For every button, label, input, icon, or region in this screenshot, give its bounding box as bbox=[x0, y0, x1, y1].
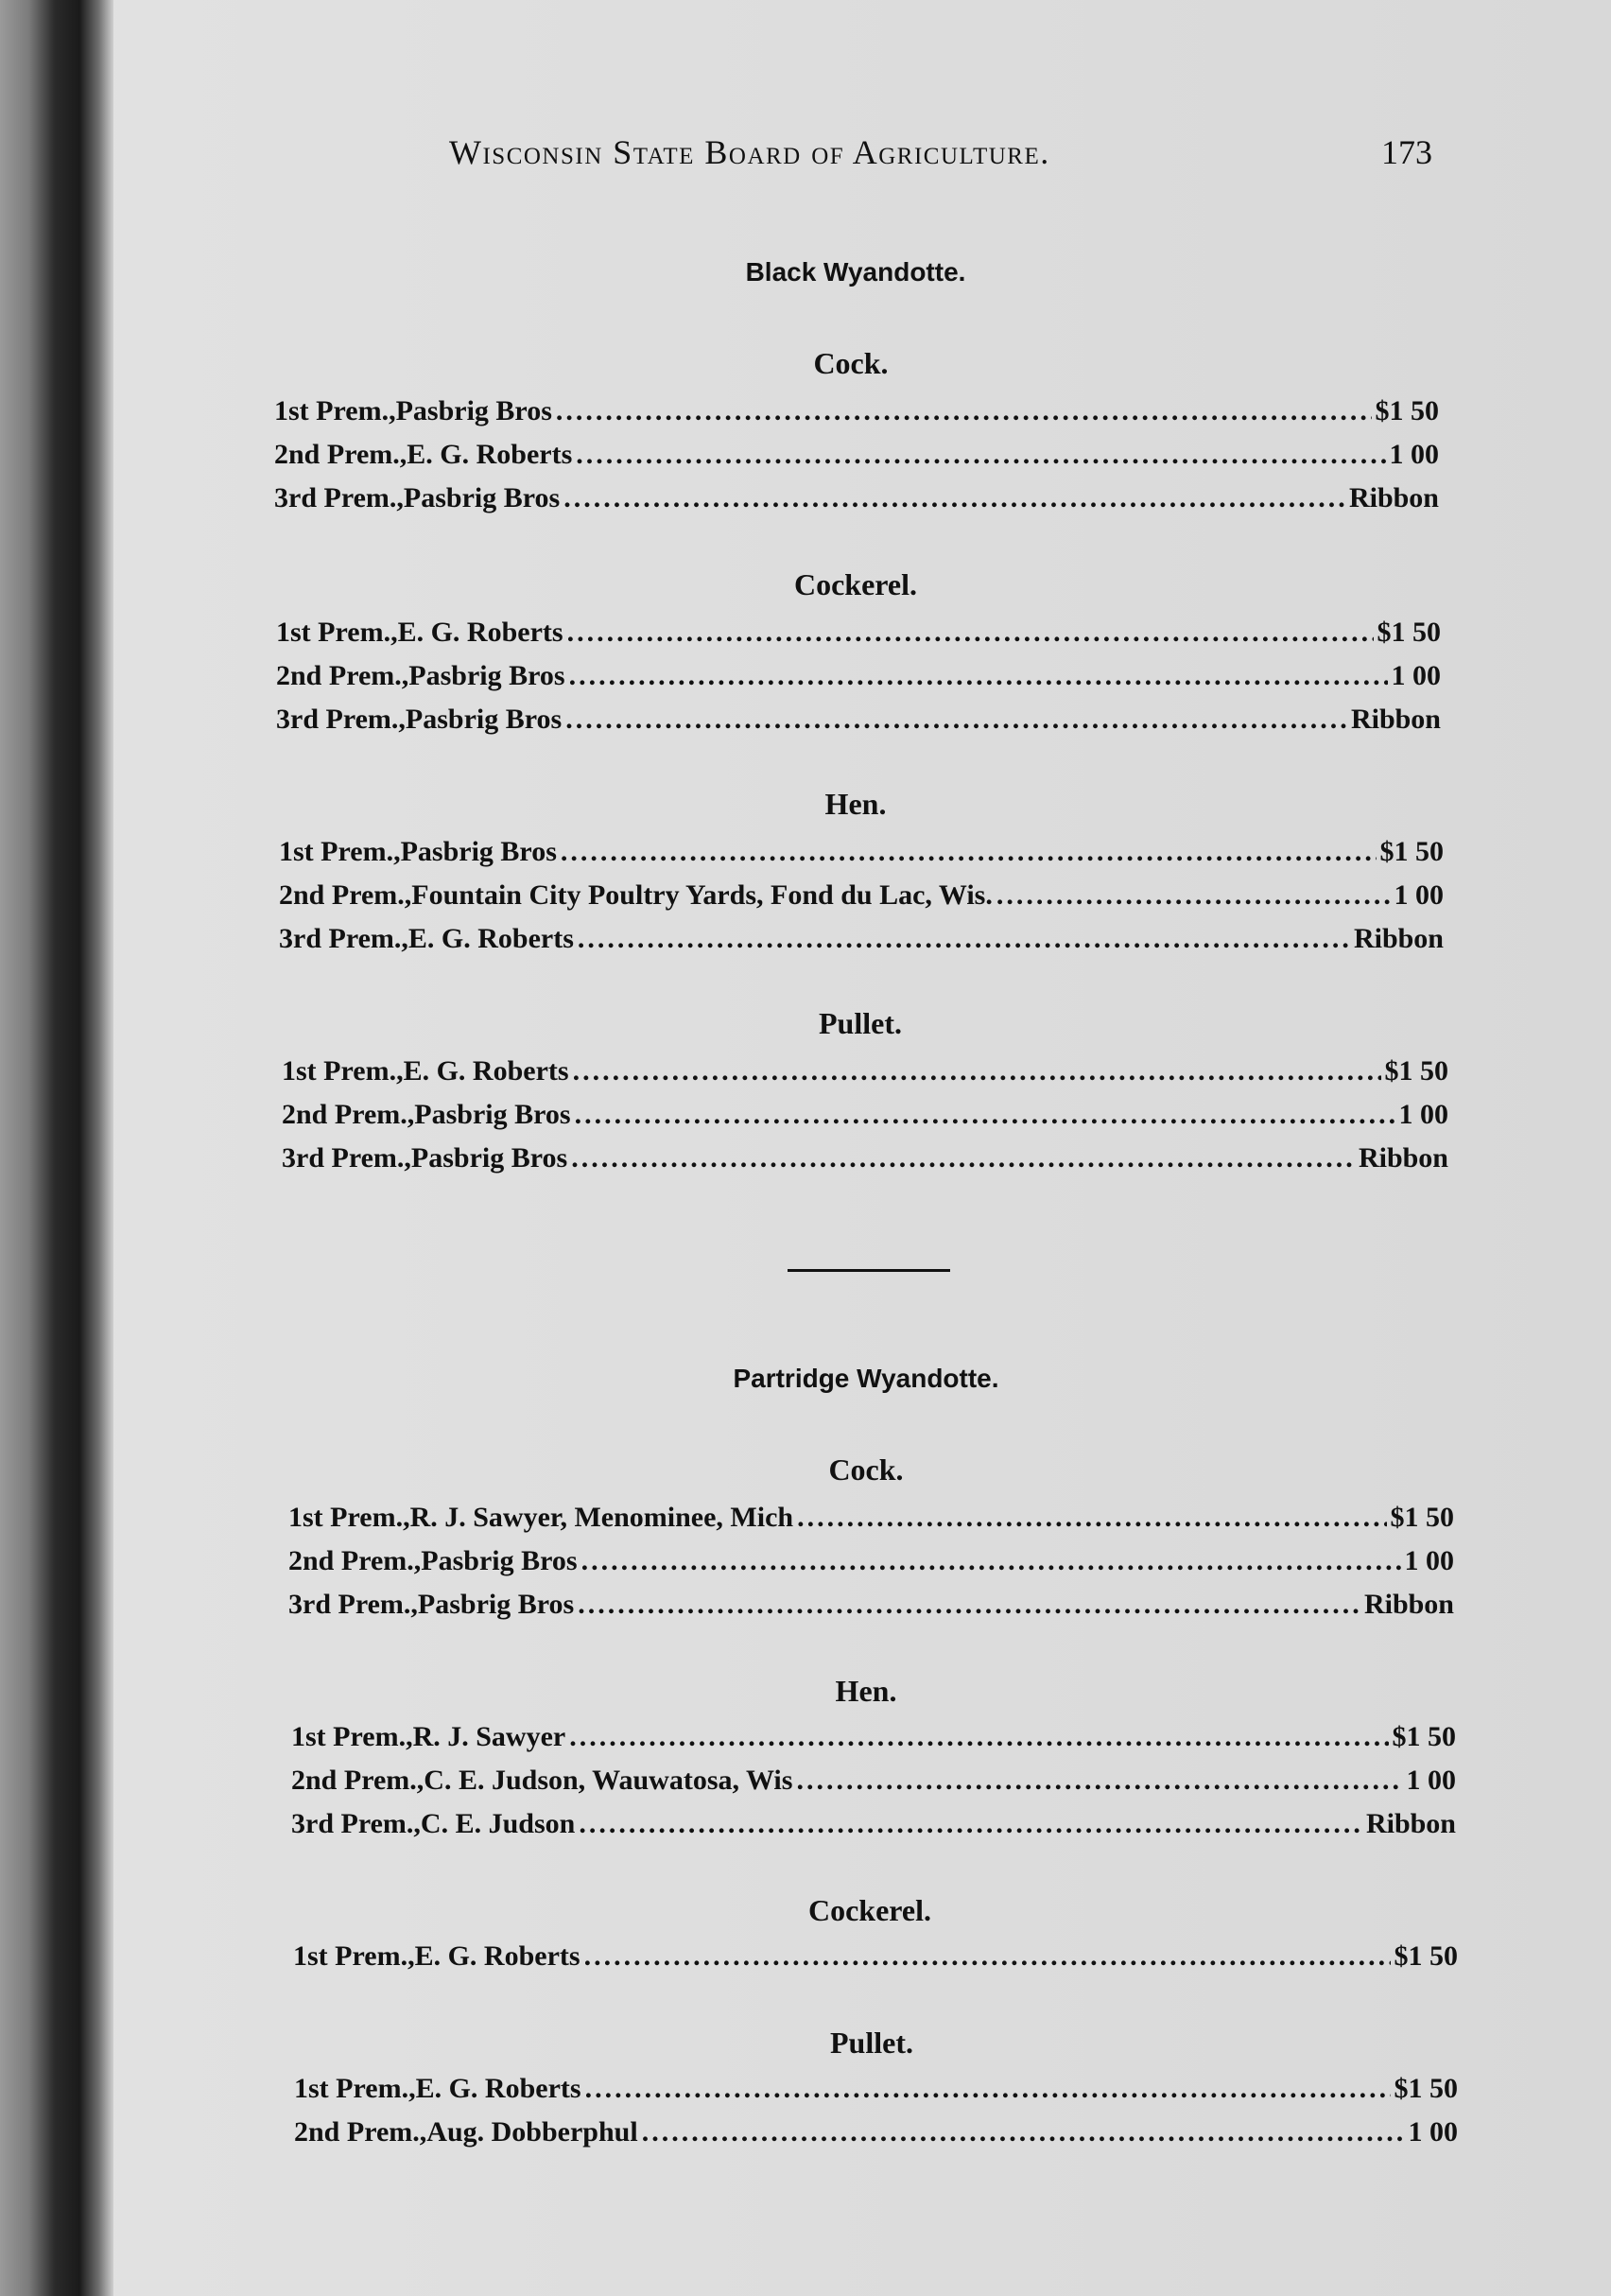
running-head bbox=[449, 132, 1432, 189]
leader-dots bbox=[579, 1808, 1362, 1840]
entry-amount: Ribbon bbox=[1365, 1808, 1456, 1839]
entry-amount: 1 00 bbox=[1394, 879, 1444, 911]
group-title-hen: Hen. bbox=[835, 1674, 897, 1708]
leader-dots bbox=[561, 836, 1377, 868]
leader-dots bbox=[578, 1589, 1360, 1621]
entry-winner: Pasbrig Bros bbox=[405, 704, 563, 735]
entry-winner: Pasbrig Bros bbox=[417, 1589, 575, 1620]
entry-amount: 1 00 bbox=[1404, 1545, 1454, 1576]
premium-entry: 2nd Prem. , Aug. Dobberphul ..... 1 00 bbox=[294, 2116, 1458, 2154]
entry-place: 1st Prem. bbox=[288, 1502, 404, 1533]
entry-amount: $1 50 bbox=[1377, 617, 1441, 648]
premium-entry: 1st Prem. , R. J. Sawyer ..... $1 50 bbox=[291, 1721, 1456, 1759]
leader-dots bbox=[569, 660, 1388, 692]
entry-place: 2nd Prem. bbox=[282, 1099, 407, 1130]
entry-place: 2nd Prem. bbox=[288, 1545, 414, 1576]
section-title-black-wyandotte: Black Wyandotte. bbox=[745, 257, 966, 287]
premium-entry: 3rd Prem. , E. G. Roberts ..... Ribbon bbox=[279, 923, 1444, 961]
entry-place: 3rd Prem. bbox=[291, 1808, 414, 1839]
premium-entry: 2nd Prem. , Pasbrig Bros ..... 1 00 bbox=[288, 1545, 1454, 1583]
entry-place: 2nd Prem. bbox=[279, 879, 405, 911]
entry-place: 2nd Prem. bbox=[276, 660, 402, 691]
leader-dots bbox=[565, 704, 1347, 736]
entry-amount: Ribbon bbox=[1363, 1589, 1454, 1620]
leader-dots bbox=[569, 1721, 1388, 1753]
entry-place: 1st Prem. bbox=[293, 1940, 408, 1972]
entry-winner: R. J. Sawyer bbox=[412, 1721, 566, 1752]
premium-entry: 1st Prem. , E. G. Roberts ..... $1 50 bbox=[276, 617, 1441, 654]
entry-amount: $1 50 bbox=[1390, 1502, 1454, 1533]
book-gutter-shadow bbox=[0, 0, 113, 2296]
entry-winner: C. E. Judson, Wauwatosa, Wis bbox=[424, 1765, 793, 1796]
leader-dots bbox=[576, 439, 1385, 471]
entry-place: 1st Prem. bbox=[291, 1721, 407, 1752]
page-number: 173 bbox=[1381, 133, 1432, 171]
leader-dots bbox=[571, 1142, 1355, 1174]
entry-amount: 1 00 bbox=[1391, 660, 1441, 691]
group-title-cockerel: Cockerel. bbox=[807, 1893, 932, 1927]
entry-place: 2nd Prem. bbox=[294, 2116, 420, 2148]
premium-entry: 1st Prem. , E. G. Roberts ..... $1 50 bbox=[293, 1940, 1458, 1978]
entry-place: 3rd Prem. bbox=[274, 482, 397, 513]
entry-place: 3rd Prem. bbox=[288, 1589, 411, 1620]
leader-dots bbox=[996, 879, 1391, 912]
entry-winner: E. G. Roberts bbox=[407, 439, 573, 470]
entry-winner: Pasbrig Bros bbox=[408, 660, 565, 691]
entry-amount: $1 50 bbox=[1379, 836, 1444, 867]
entry-amount: 1 00 bbox=[1398, 1099, 1448, 1130]
section-title-partridge-wyandotte: Partridge Wyandotte. bbox=[733, 1364, 999, 1393]
leader-dots bbox=[567, 617, 1374, 649]
premium-entry: 2nd Prem. , Fountain City Poultry Yards, Fond du Lac, Wis. ..... 1 00 bbox=[279, 879, 1444, 917]
entry-winner: R. J. Sawyer, Menominee, Mich bbox=[409, 1502, 794, 1533]
group-title-hen: Hen. bbox=[824, 787, 887, 821]
leader-dots bbox=[563, 482, 1345, 514]
entry-amount: 1 00 bbox=[1406, 1765, 1456, 1796]
entry-place: 3rd Prem. bbox=[282, 1142, 405, 1174]
leader-dots bbox=[796, 1765, 1402, 1797]
premium-entry: 1st Prem. , E. G. Roberts ..... $1 50 bbox=[282, 1055, 1448, 1093]
entry-winner: Pasbrig Bros bbox=[414, 1099, 571, 1130]
entry-winner: E. G. Roberts bbox=[414, 1940, 580, 1972]
entry-place: 1st Prem. bbox=[276, 617, 391, 648]
entry-place: 1st Prem. bbox=[294, 2073, 409, 2104]
premium-entry: 3rd Prem. , Pasbrig Bros ..... Ribbon bbox=[288, 1589, 1454, 1626]
premium-entry: 2nd Prem. , Pasbrig Bros ..... 1 00 bbox=[282, 1099, 1448, 1137]
premium-entry: 2nd Prem. , Pasbrig Bros ..... 1 00 bbox=[276, 660, 1441, 698]
entry-place: 1st Prem. bbox=[274, 395, 390, 426]
entry-winner: E. G. Roberts bbox=[403, 1055, 569, 1087]
leader-dots bbox=[797, 1502, 1386, 1534]
group-title-cockerel: Cockerel. bbox=[793, 567, 918, 601]
leader-dots bbox=[581, 1545, 1401, 1577]
premium-entry: 3rd Prem. , Pasbrig Bros ..... Ribbon bbox=[276, 704, 1441, 741]
entry-place: 3rd Prem. bbox=[276, 704, 399, 735]
entry-winner: E. G. Roberts bbox=[415, 2073, 581, 2104]
leader-dots bbox=[556, 395, 1372, 427]
leader-dots bbox=[584, 1940, 1391, 1973]
entry-winner: C. E. Judson bbox=[420, 1808, 576, 1839]
leader-dots bbox=[642, 2116, 1405, 2148]
entry-amount: 1 00 bbox=[1389, 439, 1439, 470]
premium-entry: 3rd Prem. , Pasbrig Bros ..... Ribbon bbox=[274, 482, 1439, 520]
entry-amount: Ribbon bbox=[1353, 923, 1444, 954]
entry-place: 1st Prem. bbox=[282, 1055, 397, 1087]
premium-entry: 1st Prem. , R. J. Sawyer, Menominee, Mich ..... $1 50 bbox=[288, 1502, 1454, 1539]
premium-entry: 3rd Prem. , C. E. Judson ..... Ribbon bbox=[291, 1808, 1456, 1846]
entry-winner: Pasbrig Bros bbox=[400, 836, 557, 867]
entry-winner: Fountain City Poultry Yards, Fond du Lac, Wis. bbox=[411, 879, 993, 911]
running-title: Wisconsin State Board of Agriculture. bbox=[449, 133, 1050, 171]
entry-amount: $1 50 bbox=[1394, 1940, 1458, 1972]
leader-dots bbox=[578, 923, 1350, 955]
entry-amount: Ribbon bbox=[1350, 704, 1441, 735]
entry-winner: E. G. Roberts bbox=[407, 923, 574, 954]
entry-amount: $1 50 bbox=[1392, 1721, 1456, 1752]
premium-entry: 1st Prem. , E. G. Roberts ..... $1 50 bbox=[294, 2073, 1458, 2111]
premium-entry: 2nd Prem. , C. E. Judson, Wauwatosa, Wis ..... 1 00 bbox=[291, 1765, 1456, 1802]
entry-amount: Ribbon bbox=[1348, 482, 1439, 513]
leader-dots bbox=[573, 1055, 1381, 1087]
entry-winner: Pasbrig Bros bbox=[421, 1545, 578, 1576]
entry-place: 2nd Prem. bbox=[274, 439, 400, 470]
entry-place: 2nd Prem. bbox=[291, 1765, 417, 1796]
leader-dots bbox=[575, 1099, 1395, 1131]
premium-entry: 1st Prem. , Pasbrig Bros ..... $1 50 bbox=[279, 836, 1444, 874]
group-title-cock: Cock. bbox=[828, 1452, 904, 1487]
entry-amount: $1 50 bbox=[1375, 395, 1439, 426]
entry-amount: $1 50 bbox=[1394, 2073, 1458, 2104]
premium-entry: 3rd Prem. , Pasbrig Bros ..... Ribbon bbox=[282, 1142, 1448, 1180]
entry-winner: E. G. Roberts bbox=[397, 617, 563, 648]
premium-entry: 1st Prem. , Pasbrig Bros ..... $1 50 bbox=[274, 395, 1439, 433]
section-divider bbox=[788, 1269, 950, 1272]
entry-amount: $1 50 bbox=[1384, 1055, 1448, 1087]
premium-entry: 2nd Prem. , E. G. Roberts ..... 1 00 bbox=[274, 439, 1439, 477]
group-title-cock: Cock. bbox=[813, 346, 889, 380]
entry-amount: 1 00 bbox=[1408, 2116, 1458, 2148]
group-title-pullet: Pullet. bbox=[819, 1006, 902, 1040]
leader-dots bbox=[585, 2073, 1391, 2105]
entry-winner: Pasbrig Bros bbox=[395, 395, 552, 426]
entry-amount: Ribbon bbox=[1358, 1142, 1448, 1174]
group-title-pullet: Pullet. bbox=[830, 2026, 913, 2060]
entry-winner: Pasbrig Bros bbox=[410, 1142, 568, 1174]
entry-place: 1st Prem. bbox=[279, 836, 394, 867]
entry-winner: Pasbrig Bros bbox=[403, 482, 561, 513]
entry-winner: Aug. Dobberphul bbox=[426, 2116, 638, 2148]
entry-place: 3rd Prem. bbox=[279, 923, 402, 954]
